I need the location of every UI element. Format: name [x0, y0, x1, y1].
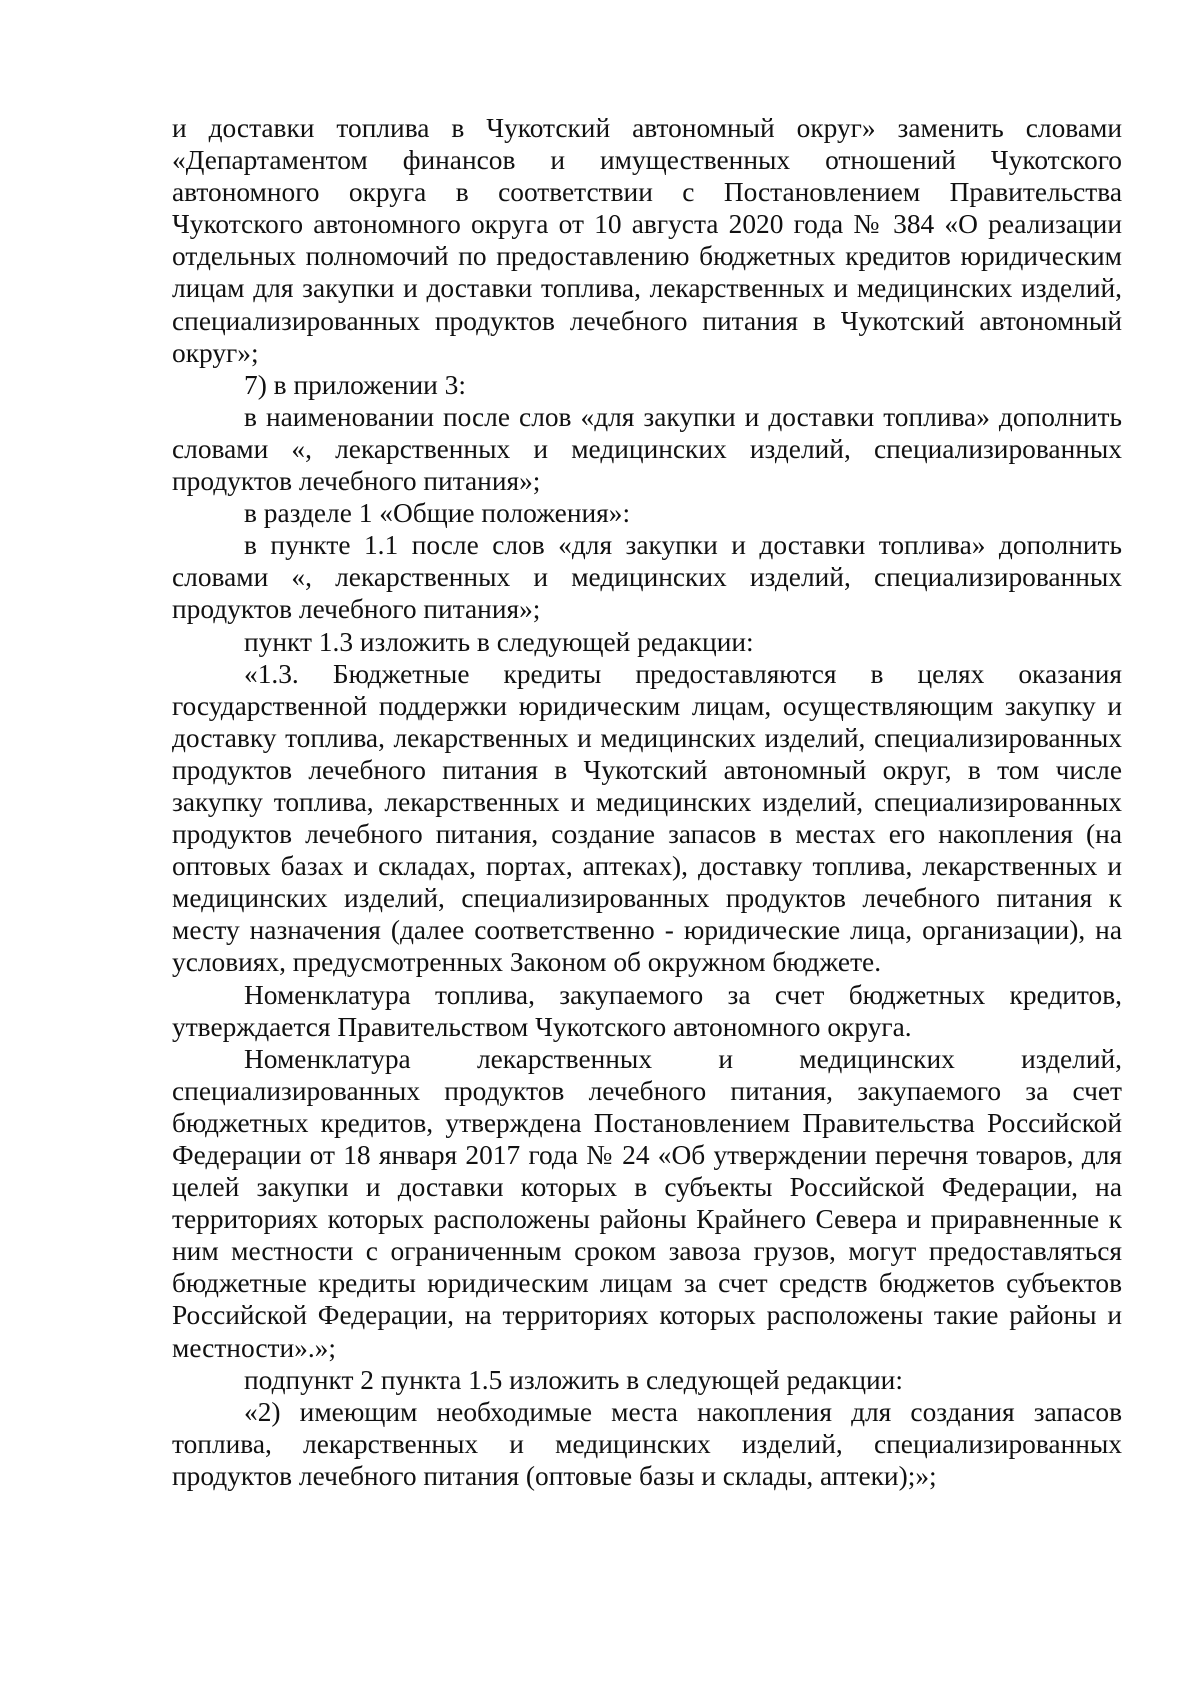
paragraph-fuel-nomenclature: Номенклатура топлива, закупаемого за счет бюджетных кредитов, утверждается Правительством Чукотского автономного округа.: [172, 979, 1122, 1042]
paragraph-point-1-3-intro: пункт 1.3 изложить в следующей редакции:: [244, 626, 754, 657]
paragraph-medical-nomenclature: Номенклатура лекарственных и медицинских изделий, специализированных продуктов лечебного питания, закупаемого за счет бюджетных кредитов, утверждена Постановлением Правительства Российской Федерации от 18 января 2017 года № 24 «Об утверждении перечня товаров, для целей закупки и доставки которых в субъекты Российской Федерации, на территориях которых расположены районы Крайнего Севера и приравненные к ним местности с ограниченным сроком завоза грузов, могут предоставляться бюджетные кредиты юридическим лицам за счет средств бюджетов субъектов Российской Федерации, на территориях которых расположены такие районы и местности».»;: [172, 1043, 1122, 1363]
paragraph-subpoint-2-intro: подпункт 2 пункта 1.5 изложить в следующей редакции:: [244, 1364, 903, 1395]
paragraph-point-1-3-text: «1.3. Бюджетные кредиты предоставляются в целях оказания государственной поддержки юридическим лицам, осуществляющим закупку и доставку топлива, лекарственных и медицинских изделий, специализированных продуктов лечебного питания в Чукотский автономный округ, в том числе закупку топлива, лекарственных и медицинских изделий, специализированных продуктов лечебного питания, создание запасов в местах его накопления (на оптовых базах и складах, портах, аптеках), доставку топлива, лекарственных и медицинских изделий, специализированных продуктов лечебного питания к месту назначения (далее соответственно - юридические лица, организации), на условиях, предусмотренных Законом об окружном бюджете.: [172, 658, 1122, 978]
paragraph-section-1-heading: в разделе 1 «Общие положения»:: [244, 498, 631, 529]
paragraph-title-amendment: в наименовании после слов «для закупки и доставки топлива» дополнить словами «, лекарственных и медицинских изделий, специализированных продуктов лечебного питания»;: [172, 401, 1122, 497]
document-text-body: [172, 112, 1122, 1492]
paragraph-subpoint-2-text: «2) имеющим необходимые места накопления для создания запасов топлива, лекарственных и медицинских изделий, специализированных продуктов лечебного питания (оптовые базы и склады, аптеки);»;: [172, 1396, 1122, 1491]
paragraph-amendment-continuation: и доставки топлива в Чукотский автономный округ» заменить словами «Департаментом финансов и имущественных отношений Чукотского автономного округа в соответствии с Постановлением Правительства Чукотского автономного округа от 10 августа 2020 года № 384 «О реализации отдельных полномочий по предоставлению бюджетных кредитов юридическим лицам для закупки и доставки топлива, лекарственных и медицинских изделий, специализированных продуктов лечебного питания в Чукотский автономный округ»;: [172, 113, 1122, 368]
paragraph-item-7-annex-3: 7) в приложении 3:: [244, 369, 466, 400]
paragraph-point-1-1-amendment: в пункте 1.1 после слов «для закупки и доставки топлива» дополнить словами «, лекарственных и медицинских изделий, специализированных продуктов лечебного питания»;: [172, 530, 1122, 625]
